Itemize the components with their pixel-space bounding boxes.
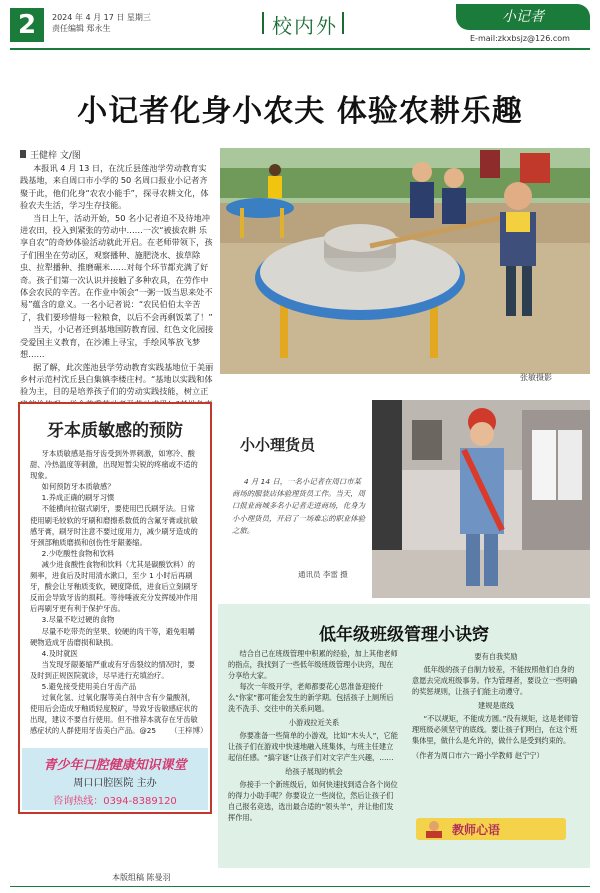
store-signature: 通讯员 李雷 摄 — [298, 570, 348, 579]
dental-clinic-banner — [22, 748, 208, 810]
teeth-body — [30, 448, 202, 736]
bottom-rule — [10, 886, 590, 887]
page-number: 2 — [10, 8, 44, 42]
class-paragraph: “不以规矩，不能成方圆。”没有规矩，这是老师管理班级必须坚守的底线。要让孩子们明白，在这个班集体里，做什么是允许的，做什么是受到约束的。 — [412, 714, 579, 745]
store-title: 小小理货员 — [240, 436, 316, 454]
stone-mill-photo-illustration — [220, 148, 590, 374]
banner-phone: 咨询热线：0394-8389120 — [53, 796, 177, 807]
teeth-subheading: 4.及时就医 — [41, 648, 78, 658]
section-name: 校内外 — [272, 14, 338, 38]
byline: 王健梓 文/图 — [30, 151, 81, 161]
teeth-subheading: 1.养成正确的刷牙习惯 — [41, 493, 115, 503]
class-paragraph: 每次一年级开学，老师都要花心思准备迎接什么“你家”都可能会发生的新学期。包括孩子上厕所后洗不洗手、交往中的关系问题。 — [228, 682, 394, 713]
section-editor: 责任编辑 郑永生 — [52, 24, 111, 33]
photo-credit: 张敏摄影 — [520, 373, 552, 382]
class-left-column — [228, 648, 400, 823]
main-article-body — [20, 162, 214, 423]
publish-date: 2024 年 4 月 17 日 星期三 — [52, 13, 151, 22]
class-management-box — [218, 604, 590, 868]
class-title: 低年级班级管理小诀窍 — [319, 625, 489, 645]
article-paragraph: 据了解，此次莲池县学劳动教育实践基地位于美丽乡村示范村沈丘县白集镇李楼庄村。“基地以实践和体验为主，目的是培养孩子们的劳动实践技能，树立正 — [20, 361, 214, 397]
footer-editor: 本版组稿 陈曼羽 — [112, 873, 171, 882]
teeth-paragraph: 减少进食酸性食物和饮料（尤其是碳酸饮料）的频率，进食后及时用清水漱口，至少 1 小时后再刷牙，酸会让牙釉质变软，硬度降低，进食后立刻刷牙反而会导致牙齿的损耗。等待唾液充分发挥缓冲作用后再刷牙更有利于保护牙齿。 — [30, 559, 198, 614]
class-paragraph: 你接手一个新班级后，如何快速找到适合各个岗位的得力小助手呢？你要设立一些岗位，然后让孩子们自己报名竞选，选出最合适的“领头羊”，并让他们发挥作用。 — [228, 780, 398, 822]
teeth-paragraph: 过氧化氢、过氧化脲等美白剂中含有少量酸剂，使用后会造成牙釉质轻度脱矿，导致牙齿敏感症状的出现，建议不要自行使用。但不推荐本就存在牙齿敏感症状的人群使用牙齿美白产品。@25 — [30, 693, 198, 736]
brand-logo: 小记者 — [456, 4, 590, 30]
teeth-paragraph: 不能横向拉锯式刷牙，要使用巴氏刷牙法。日常使用刷毛较软的牙刷和磨擦系数低的含氟牙膏或抗敏感牙膏，刷牙时注意不要过度用力，减少刷牙造成的牙颈部釉质磨损和创伤性牙龈萎缩。 — [30, 504, 198, 547]
class-paragraph: 结合自己在班级管理中积累的经验，加上其他老师的指点，我找到了一些低年级班级管理小诀窍，现在分享给大家。 — [228, 649, 398, 680]
teacher-icon — [422, 820, 446, 838]
section-divider-right — [342, 12, 344, 34]
banner-host: 周口口腔医院 主办 — [73, 778, 157, 789]
class-author: （作者为周口市六一路小学教师 赵宁宁） — [412, 751, 544, 760]
class-paragraph: 你要准备一些简单的小游戏，比如“木头人”，它能让孩子们在游戏中快速地融入班集体，与班主任建立起信任感。“搞字谜”让孩子们对文字产生兴趣，…… — [228, 731, 398, 762]
class-subheading: 要有自我奖励 — [474, 652, 518, 661]
class-right-column — [412, 648, 580, 761]
article-paragraph: 当日上午，活动开始，50 名小记者迫不及待地冲进农田，投入到紧张的劳动中……一次“被拔农耕 乐享自农”的奇妙体验活动就此开启。在老师带领下，孩子们围坐在劳动区，观察播种、施肥浇水、拔草除虫、拉犁播种、推磨碾米……对每个环节都充满了好奇。孩子们第一次认识并接触了多种农具，在劳作中体会农民的辛苦。在作业中领会“一粥一饭当思来处不易”蕴含的意义。一名小记者说：“农民伯伯太辛苦了，我们要珍惜每一粒粮食，以后不会再剩饭菜了！” — [20, 212, 213, 322]
teeth-subheading: 如何预防牙本质敏感？ — [41, 482, 115, 492]
main-headline: 小记者化身小农夫 体验农耕乐趣 — [77, 94, 523, 129]
section-divider-left — [262, 12, 264, 34]
teacher-tag-label: 教师心语 — [452, 823, 501, 837]
top-rule — [10, 48, 590, 50]
date-line — [52, 12, 151, 34]
class-subheading: 建规是底线 — [478, 701, 514, 710]
contact-email: E-mail:zkxbsjz@126.com — [470, 34, 570, 43]
class-subheading: 小游戏拉近关系 — [288, 718, 340, 727]
store-photo — [372, 400, 590, 598]
article-paragraph: 当天，小记者还到基地国防教育园、红色文化园接受爱国主义教育，在沙滩上寻宝，手绘风筝放飞梦想…… — [20, 324, 214, 360]
teeth-paragraph: 尽量不吃带壳的坚果、较硬的肉干等，避免咀嚼硬物造成牙齿磨损和缺损。 — [30, 626, 195, 647]
byline-marker — [20, 150, 26, 158]
teeth-subheading: 5.避免接受使用美白牙齿产品 — [41, 681, 137, 691]
teeth-title: 牙本质敏感的预防 — [47, 421, 183, 441]
teeth-subheading: 2.少吃酸性食物和饮料 — [41, 548, 115, 558]
class-paragraph: 低年级的孩子自制力较差，不能按照他们自身的意愿去完成班级事务。作为管理者，要设立一些明确的奖惩规则，让孩子们能主动遵守。 — [412, 665, 578, 696]
main-photo — [220, 148, 590, 374]
teacher-notes-tag — [416, 818, 566, 840]
teeth-paragraph: 当发现牙龈萎缩严重或有牙齿裂纹的情况时，要及时到正规医院就诊，尽早进行充填治疗。 — [30, 659, 195, 680]
clothing-store-photo-illustration — [372, 400, 590, 598]
teeth-paragraph: 牙本质敏感是指牙齿受到外界刺激，如寒冷、酸甜、冷热温度等刺激，出现短暂尖锐的疼痛或不适的现象。 — [30, 449, 198, 481]
article-paragraph: 本报讯 4 月 13 日，在沈丘县莲池学劳动教育实践基地，来自周口市小学的 50 名周口报业小记者齐聚于此，他们化身“农农小能手”，探寻农耕文化，体验农夫生活，学习生存技能。 — [20, 163, 209, 211]
teeth-sensitivity-box — [18, 402, 212, 814]
teeth-subheading: 3.尽量不吃过硬的食物 — [41, 615, 115, 625]
teeth-signature: （王梓博） — [170, 726, 208, 735]
class-subheading: 给孩子展现的机会 — [285, 767, 343, 776]
store-body: 4 月 14 日，一名小记者在周口市某商场的服装店体验理货员工作。当天，周口报业商城多名小记者走进商场，化身为小小理货员，开启了一场难忘的职业体验之旅。 — [232, 477, 366, 535]
banner-title: 青少年口腔健康知识课堂 — [43, 758, 187, 773]
